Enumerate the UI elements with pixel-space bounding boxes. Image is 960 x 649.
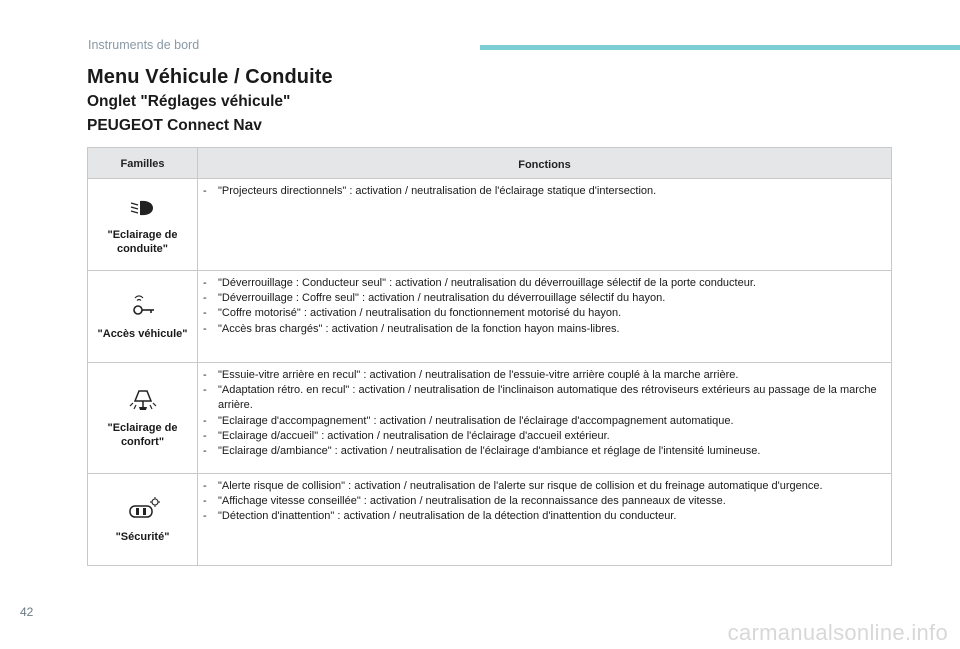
list-item: - "Eclairage d/ambiance" : activation / neutralisation de l'éclairage d'ambiance et réglage de l'intensité lumineuse. bbox=[203, 445, 761, 458]
functions-cell bbox=[198, 179, 891, 270]
functions-cell bbox=[198, 474, 891, 565]
table-row bbox=[88, 179, 891, 271]
section-heading: PEUGEOT Connect Nav bbox=[87, 117, 262, 134]
list-item: - "Eclairage d/accueil" : activation / neutralisation de l'éclairage d'accueil extérieur. bbox=[203, 429, 610, 442]
list-item: - "Essuie-vitre arrière en recul" : activation / neutralisation de l'essuie-vitre arrière couplé à la marche arrière. bbox=[203, 369, 739, 381]
functions-cell bbox=[198, 363, 891, 473]
list-item: - "Coffre motorisé" : activation / neutralisation du fonctionnement motorisé du hayon. bbox=[203, 307, 622, 320]
ceiling-light-icon bbox=[126, 387, 160, 415]
list-item: - "Alerte risque de collision" : activation / neutralisation de l'alerte sur risque de collision et du freinage automatique d'urgence. bbox=[203, 480, 823, 492]
list-item: - "Eclairage d'accompagnement" : activation / neutralisation de l'éclairage d'accompagnement automatique. bbox=[203, 414, 734, 427]
table-row bbox=[88, 474, 891, 565]
list-item: - "Projecteurs directionnels" : activation / neutralisation de l'éclairage statique d'intersection. bbox=[203, 185, 657, 197]
family-label: "Sécurité" bbox=[115, 530, 170, 543]
list-item: - "Déverrouillage : Conducteur seul" : activation / neutralisation du déverrouillage sélectif de la porte conducteur. bbox=[203, 277, 756, 289]
page-number: 42 bbox=[20, 605, 34, 619]
family-label: "Accès véhicule" bbox=[97, 327, 188, 340]
family-cell bbox=[88, 271, 198, 362]
section-header-label: Instruments de bord bbox=[88, 38, 200, 52]
family-cell bbox=[88, 363, 198, 473]
header-functions: Fonctions bbox=[518, 159, 571, 171]
list-item: - "Déverrouillage : Coffre seul" : activation / neutralisation du déverrouillage sélectif du hayon. bbox=[203, 292, 666, 305]
table-row bbox=[88, 271, 891, 363]
header-accent-bar bbox=[480, 45, 960, 50]
family-cell bbox=[88, 474, 198, 565]
page-subtitle: Onglet "Réglages véhicule" bbox=[87, 93, 291, 110]
family-label: "Eclairage de conduite" bbox=[107, 228, 178, 255]
header-families: Familles bbox=[88, 148, 198, 178]
car-safety-gear-icon bbox=[126, 496, 160, 524]
table-row bbox=[88, 363, 891, 474]
family-cell bbox=[88, 179, 198, 270]
family-label: "Eclairage de confort" bbox=[107, 422, 178, 448]
functions-cell bbox=[198, 271, 891, 362]
list-item: - "Affichage vitesse conseillée" : activation / neutralisation de la reconnaissance des panneaux de vitesse. bbox=[203, 495, 726, 508]
watermark: carmanualsonline.info bbox=[727, 620, 948, 645]
key-signal-icon bbox=[126, 293, 160, 321]
list-item: - "Accès bras chargés" : activation / neutralisation de la fonction hayon mains-libres. bbox=[203, 322, 620, 335]
list-item: - "Détection d'inattention" : activation / neutralisation de la détection d'inattention du conducteur. bbox=[203, 510, 677, 523]
table-header bbox=[88, 148, 891, 179]
headlamp-icon bbox=[126, 194, 160, 222]
list-item: - "Adaptation rétro. en recul" : activation / neutralisation de l'inclinaison automatique des rétroviseurs extérieurs au passage de la marche arrière. bbox=[203, 384, 877, 412]
functions-table bbox=[87, 147, 892, 566]
page-title: Menu Véhicule / Conduite bbox=[87, 66, 333, 88]
